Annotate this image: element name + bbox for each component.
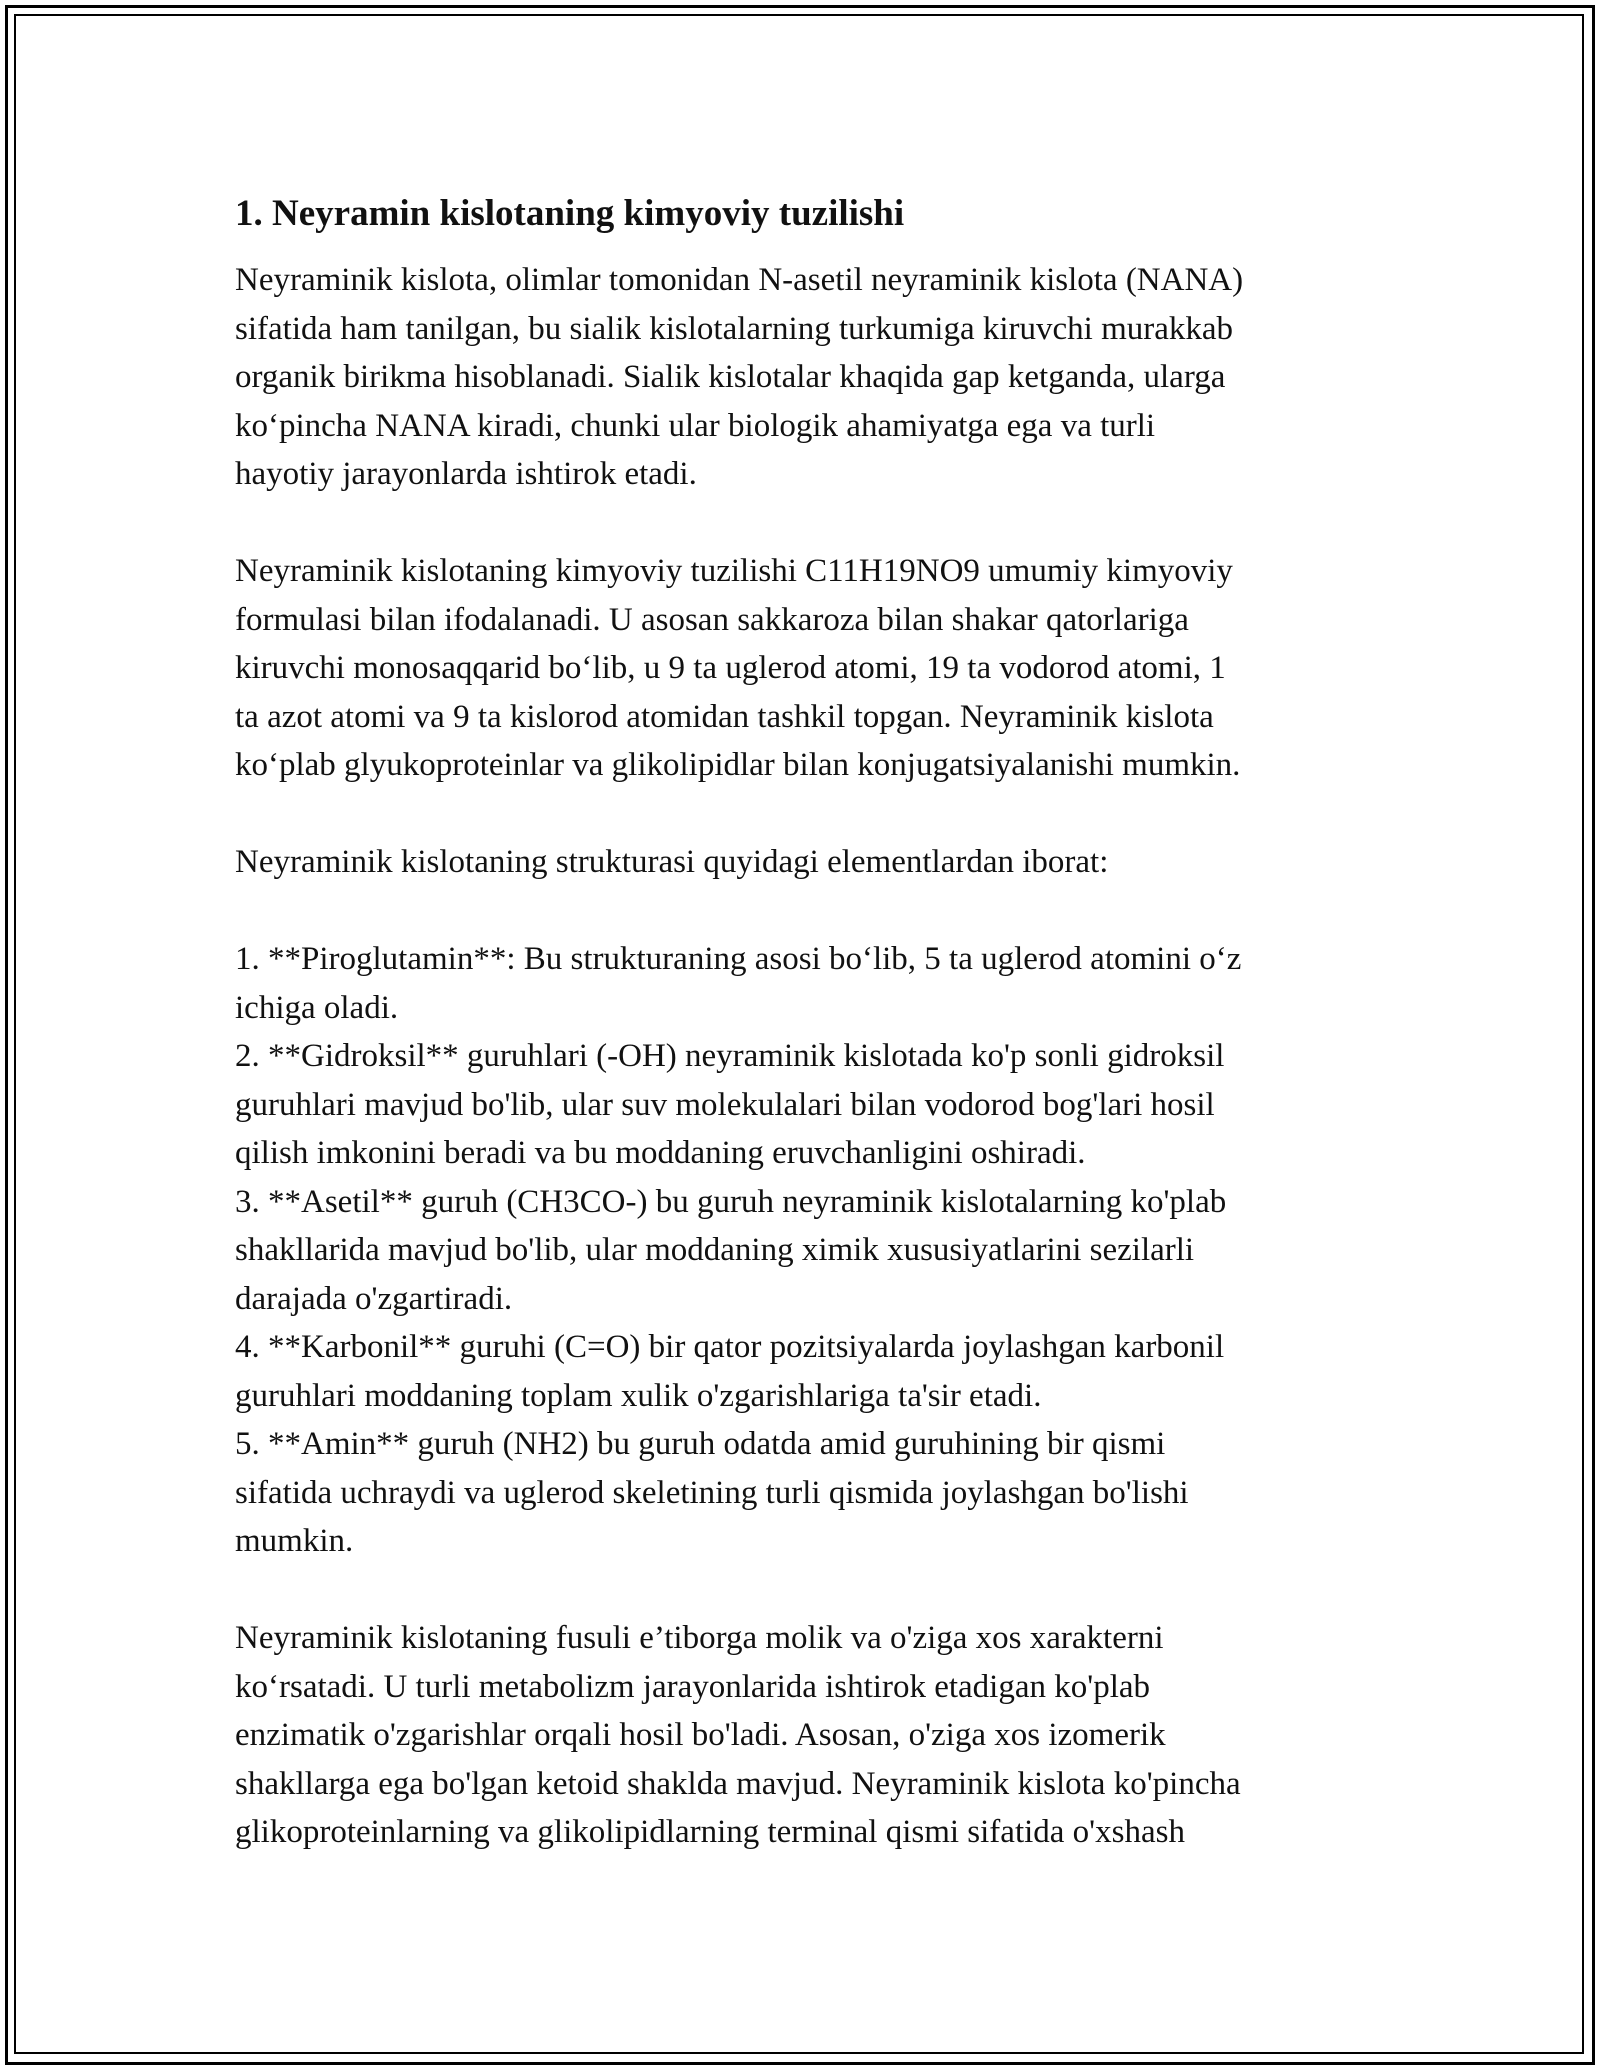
paragraph-formula bbox=[235, 547, 1370, 790]
text-line: hayotiy jarayonlarda ishtirok etadi. bbox=[235, 456, 697, 492]
list-item: 5. **Amin** guruh (NH2) bu guruh odatda amid guruhining bir qismi bbox=[235, 1426, 1166, 1462]
text-line: Neyraminik kislota, olimlar tomonidan N-asetil neyraminik kislota (NANA) bbox=[235, 262, 1244, 298]
text-line: shakllarga ega bo'lgan ketoid shaklda mavjud. Neyraminik kislota ko'pincha bbox=[235, 1765, 1241, 1802]
text-line: ta azot atomi va 9 ta kislorod atomidan tashkil topgan. Neyraminik kislota bbox=[235, 698, 1214, 735]
list-item: ichiga oladi. bbox=[235, 989, 399, 1026]
list-item: shakllarida mavjud bo'lib, ular moddaning ximik xususiyatlarini sezilarli bbox=[235, 1232, 1195, 1268]
list-item: qilish imkonini beradi va bu moddaning eruvchanligini oshiradi. bbox=[235, 1135, 1086, 1171]
list-item: sifatida uchraydi va uglerod skeletining turli qismida joylashgan bo'lishi bbox=[235, 1474, 1189, 1511]
list-item: mumkin. bbox=[235, 1523, 354, 1559]
text-line: formulasi bilan ifodalanadi. U asosan sakkaroza bilan shakar qatorlariga bbox=[235, 601, 1189, 638]
section-heading: 1. Neyramin kislotaning kimyoviy tuzilishi bbox=[235, 193, 905, 234]
list-item: guruhlari mavjud bo'lib, ular suv molekulalari bilan vodorod bog'lari hosil bbox=[235, 1086, 1215, 1123]
list-item: guruhlari moddaning toplam xulik o'zgarishlariga ta'sir etadi. bbox=[235, 1377, 1042, 1414]
document-body bbox=[235, 186, 1370, 1905]
text-line: sifatida ham tanilgan, bu sialik kislotalarning turkumiga kiruvchi murakkab bbox=[235, 310, 1234, 347]
text-line: ko‘plab glyukoproteinlar va glikolipidlar bilan konjugatsiyalanishi mumkin. bbox=[235, 747, 1241, 783]
text-line: organik birikma hisoblanadi. Sialik kislotalar khaqida gap ketganda, ularga bbox=[235, 359, 1226, 395]
list-item: 4. **Karbonil** guruhi (C=O) bir qator pozitsiyalarda joylashgan karbonil bbox=[235, 1329, 1225, 1365]
list-item: darajada o'zgartiradi. bbox=[235, 1280, 513, 1317]
text-line: kiruvchi monosaqqarid bo‘lib, u 9 ta uglerod atomi, 19 ta vodorod atomi, 1 bbox=[235, 650, 1226, 686]
text-line: glikoproteinlarning va glikolipidlarning terminal qismi sifatida o'xshash bbox=[235, 1814, 1185, 1850]
paragraph-intro bbox=[235, 256, 1370, 499]
text-line: Neyraminik kislotaning strukturasi quyidagi elementlardan iborat: bbox=[235, 844, 1109, 880]
paragraph-final bbox=[235, 1614, 1370, 1857]
list-item: 3. **Asetil** guruh (CH3CO-) bu guruh neyraminik kislotalarning ko'plab bbox=[235, 1183, 1227, 1220]
text-line: Neyraminik kislotaning kimyoviy tuzilishi C11H19NO9 umumiy kimyoviy bbox=[235, 553, 1233, 589]
text-line: ko‘pincha NANA kiradi, chunki ular biologik ahamiyatga ega va turli bbox=[235, 407, 1156, 444]
list-item: 1. **Piroglutamin**: Bu strukturaning asosi bo‘lib, 5 ta uglerod atomini o‘z bbox=[235, 941, 1242, 977]
list-item: 2. **Gidroksil** guruhlari (-OH) neyraminik kislotada ko'p sonli gidroksil bbox=[235, 1038, 1225, 1074]
text-line: Neyraminik kislotaning fusuli e’tiborga molik va o'ziga xos xarakterni bbox=[235, 1620, 1164, 1656]
structure-list bbox=[235, 935, 1370, 1566]
text-line: enzimatik o'zgarishlar orqali hosil bo'ladi. Asosan, o'ziga xos izomerik bbox=[235, 1717, 1166, 1753]
text-line: ko‘rsatadi. U turli metabolizm jarayonlarida ishtirok etadigan ko'plab bbox=[235, 1668, 1151, 1705]
paragraph-structure-intro bbox=[235, 838, 1370, 887]
